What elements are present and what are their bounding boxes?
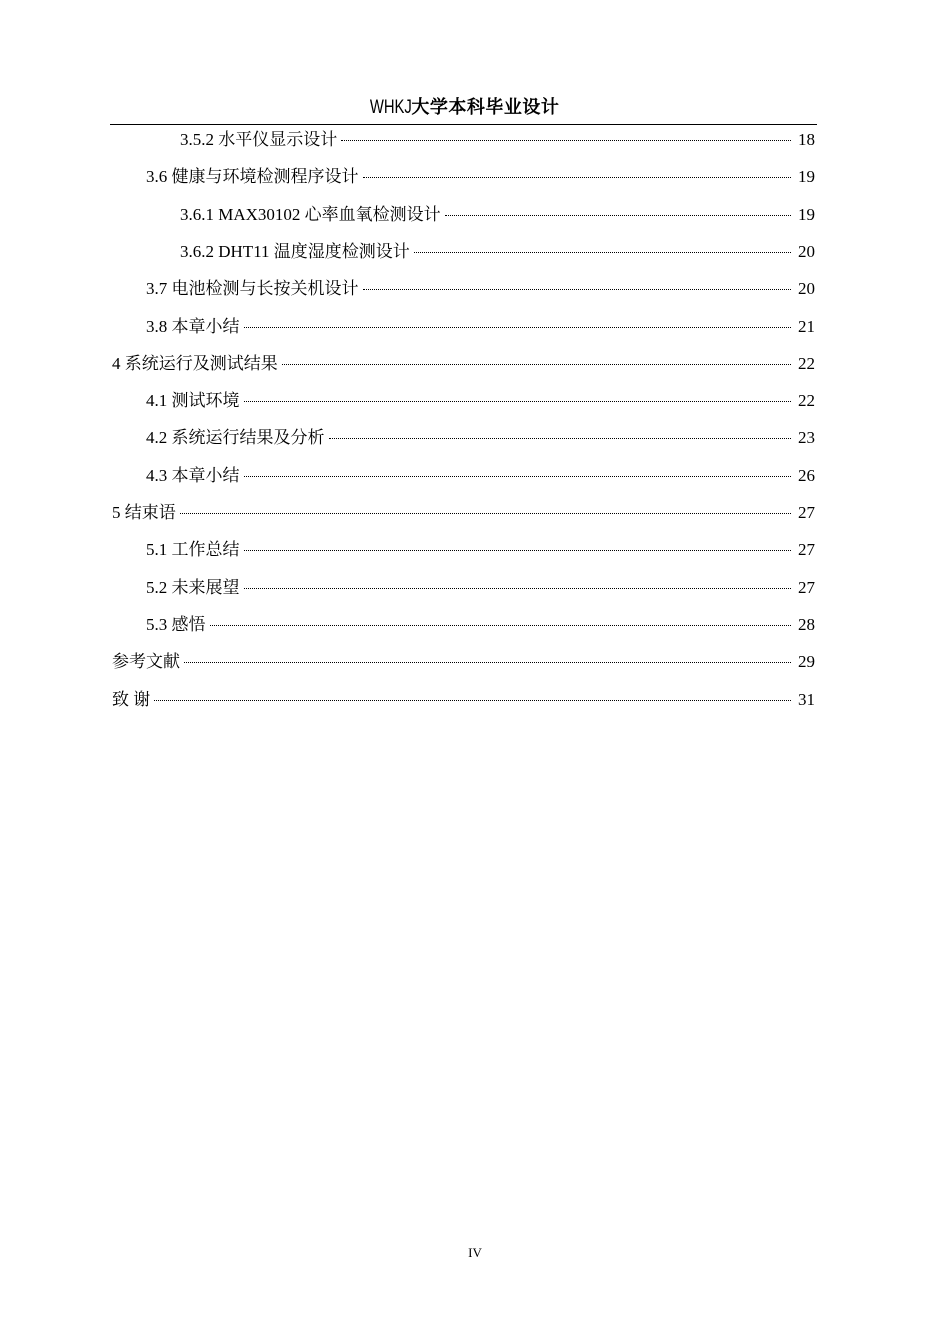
toc-entry-page: 22 (798, 391, 815, 410)
toc-entry-label: 4.3 本章小结 (146, 466, 240, 485)
toc-leader-dots (244, 401, 792, 402)
toc-entry[interactable] (180, 128, 815, 152)
toc-leader-dots (445, 215, 791, 216)
page-number: IV (468, 1245, 482, 1260)
toc-entry-label: 3.6.1 MAX30102 心率血氧检测设计 (180, 205, 441, 224)
toc-leader-dots (414, 252, 791, 253)
toc-entry[interactable] (146, 576, 815, 600)
toc-entry-page: 21 (798, 317, 815, 336)
toc-entry-label: 3.7 电池检测与长按关机设计 (146, 279, 359, 298)
toc-entry-label: 5.1 工作总结 (146, 540, 240, 559)
toc-entry[interactable] (180, 203, 815, 227)
toc-leader-dots (363, 177, 792, 178)
toc-entry-label: 参考文献 (112, 652, 180, 671)
toc-entry[interactable] (146, 426, 815, 450)
toc-leader-dots (244, 550, 792, 551)
toc-leader-dots (154, 700, 791, 701)
header-school-code: WHKJ (369, 97, 412, 118)
toc-entry[interactable] (146, 315, 815, 339)
toc-leader-dots (363, 289, 792, 290)
toc-entry-page: 18 (798, 130, 815, 149)
header-title: 大学本科毕业设计 (411, 97, 560, 118)
toc-entry-page: 20 (798, 279, 815, 298)
toc-entry-page: 22 (798, 354, 815, 373)
toc-entry-page: 31 (798, 690, 815, 709)
toc-entry-page: 29 (798, 652, 815, 671)
toc-leader-dots (180, 513, 791, 514)
toc-entry-page: 20 (798, 242, 815, 261)
toc-entry[interactable] (146, 613, 815, 637)
toc-leader-dots (282, 364, 791, 365)
toc-entry-label: 4.2 系统运行结果及分析 (146, 428, 325, 447)
toc-leader-dots (210, 625, 792, 626)
toc-entry-page: 19 (798, 167, 815, 186)
toc-entry-page: 23 (798, 428, 815, 447)
toc-entry-label: 5.2 未来展望 (146, 578, 240, 597)
toc-entry-label: 4.1 测试环境 (146, 391, 240, 410)
toc-entry[interactable] (146, 389, 815, 413)
toc-entry[interactable] (146, 464, 815, 488)
toc-entry-label: 3.6.2 DHT11 温度湿度检测设计 (180, 242, 410, 261)
toc-leader-dots (244, 588, 792, 589)
toc-entry[interactable] (112, 352, 815, 376)
toc-entry[interactable] (112, 650, 815, 674)
toc-entry-label: 5 结束语 (112, 503, 176, 522)
toc-entry-label: 3.6 健康与环境检测程序设计 (146, 167, 359, 186)
toc-entry-label: 4 系统运行及测试结果 (112, 354, 278, 373)
toc-entry[interactable] (112, 688, 815, 712)
toc-entry-label: 致 谢 (112, 690, 151, 709)
toc-entry[interactable] (146, 538, 815, 562)
toc-leader-dots (329, 438, 792, 439)
toc-entry-page: 27 (798, 540, 815, 559)
toc-entry-label: 3.8 本章小结 (146, 317, 240, 336)
toc-leader-dots (244, 476, 792, 477)
toc-leader-dots (341, 140, 791, 141)
toc-entry[interactable] (112, 501, 815, 525)
toc-entry-page: 26 (798, 466, 815, 485)
toc-entry[interactable] (146, 277, 815, 301)
toc-entry-page: 28 (798, 615, 815, 634)
toc-entry-label: 3.5.2 水平仪显示设计 (180, 130, 338, 149)
toc-entry-page: 27 (798, 578, 815, 597)
toc-entry-page: 27 (798, 503, 815, 522)
toc-entry[interactable] (146, 165, 815, 189)
toc-leader-dots (244, 327, 792, 328)
toc-entry-label: 5.3 感悟 (146, 615, 206, 634)
toc-entry[interactable] (180, 240, 815, 264)
toc-leader-dots (184, 662, 791, 663)
toc-entry-page: 19 (798, 205, 815, 224)
